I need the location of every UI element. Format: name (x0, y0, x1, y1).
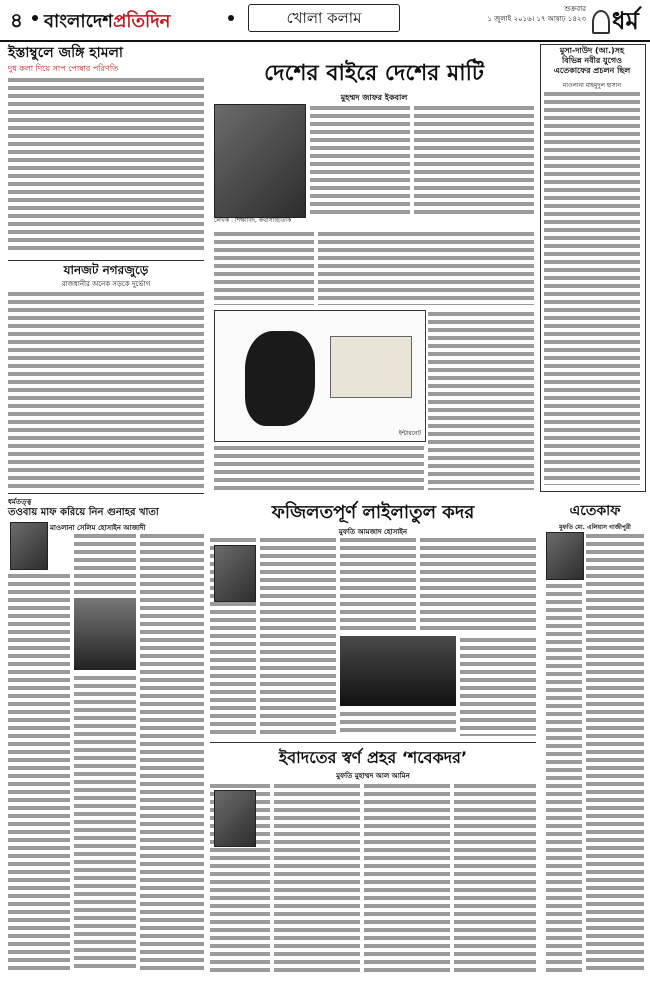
jayanto-title: যানজট নগরজুড়ে (63, 263, 149, 277)
desh-body-col4 (318, 230, 534, 305)
masthead-dot (228, 15, 234, 21)
masthead-dot (32, 15, 38, 21)
mosque-illustration (340, 636, 456, 706)
laylatul-author: মুফতি আমজাদ হোসাইন (338, 528, 408, 536)
section-label: খোলা কলাম (248, 4, 400, 32)
itikaf-author: মুফতি মো. এলিয়াস গাজীপুরী (559, 524, 631, 531)
category-text: ধর্ম (612, 7, 639, 35)
map-landmass (245, 331, 315, 426)
jayanto-author: রাজধানীর অনেক সড়কে দুর্ভোগ (61, 280, 151, 288)
istanbul-title: ইস্তাম্বুলে জঙ্গি হামলা (8, 45, 123, 61)
shabekadar-body-col3 (364, 782, 450, 972)
map-illustration (214, 310, 426, 442)
author-photo-caption: লেখক : শিক্ষাবিদ, কথাসাহিত্যিক (214, 217, 292, 224)
issue-date-text: ১ জুলাই ২০১৬। ১৭ আষাঢ় ১৪২৩ (487, 15, 586, 23)
source-tag: ইন্টারনেট (398, 430, 421, 437)
itikaf-body (586, 532, 644, 972)
shabekadar-author: মুফতি মুহাম্মদ আল আমিন (336, 772, 410, 780)
laylatul-body-col2 (260, 536, 336, 736)
desh-body-col6 (214, 444, 424, 490)
book-illustration (330, 336, 412, 398)
musa-title-line2: বিভিন্ন নবীর যুগেও (562, 56, 622, 65)
lamp-icon (592, 10, 610, 34)
tawba-body-col4 (140, 532, 204, 972)
shabekadar-body-col2 (274, 782, 360, 972)
istanbul-body (8, 76, 204, 254)
newspaper-name-part2: প্রতিদিন (112, 11, 171, 32)
issue-day: শুক্রবার (564, 5, 586, 13)
page-number: ৪ (10, 8, 23, 32)
musa-body (544, 90, 640, 485)
tawba-body-col3 (74, 674, 136, 972)
musa-title (542, 46, 642, 76)
desh-body-col2 (414, 104, 534, 216)
desh-body-col5 (428, 310, 534, 490)
laylatul-body-col6 (340, 710, 456, 736)
laylatul-author-photo (214, 545, 256, 602)
category-label (592, 3, 639, 43)
tawba-body-col1 (8, 572, 70, 972)
tawba-author-photo (10, 522, 48, 570)
newspaper-name (44, 7, 170, 38)
divider (210, 742, 536, 743)
itikaf-title: এতেকাফ (569, 503, 621, 519)
shabekadar-title: ইবাদতের স্বর্ণ প্রহর ‘শবেকদর’ (278, 748, 468, 767)
laylatul-body-col5 (460, 636, 536, 736)
laylatul-body-col3 (340, 536, 416, 632)
shabekadar-author-photo (214, 790, 256, 847)
tawba-author: মাওলানা সেলিম হোসাইন আজাদী (50, 524, 146, 532)
jayanto-body (8, 290, 204, 490)
shabekadar-body-col4 (454, 782, 536, 972)
issue-date (478, 4, 586, 24)
laylatul-title: ফজিলতপূর্ণ লাইলাতুল কদর (271, 502, 475, 523)
newspaper-name-part1: বাংলাদেশ (44, 11, 113, 32)
divider (8, 260, 204, 261)
desh-body-col3 (214, 230, 314, 305)
divider (8, 493, 204, 494)
musa-title-line3: এতেকাফের প্রচলন ছিল (553, 66, 631, 75)
desh-title: দেশের বাইরে দেশের মাটি (264, 61, 484, 86)
istanbul-subtitle: দুধ কলা দিয়ে সাপ পোষার পরিণতি (8, 64, 119, 73)
tawba-body-col2 (74, 532, 136, 594)
kaaba-photo (74, 598, 136, 670)
desh-body-col1 (310, 104, 410, 216)
tawba-title: তওবায় মাফ করিয়ে নিন গুনাহর খাতা (8, 507, 159, 518)
musa-title-line1: মুসা-দাউদ (আ.)সহ (559, 46, 625, 55)
itikaf-author-photo (546, 532, 584, 580)
desh-author: মুহম্মদ জাফর ইকবাল (340, 93, 408, 102)
laylatul-body-col4 (420, 536, 536, 632)
tawba-label: ধর্মতত্ত্ব (8, 498, 32, 506)
author-photo (214, 104, 306, 218)
musa-author: মাওলানা মাহমুদুল হাসান (562, 82, 622, 89)
itikaf-body-2 (546, 582, 582, 972)
